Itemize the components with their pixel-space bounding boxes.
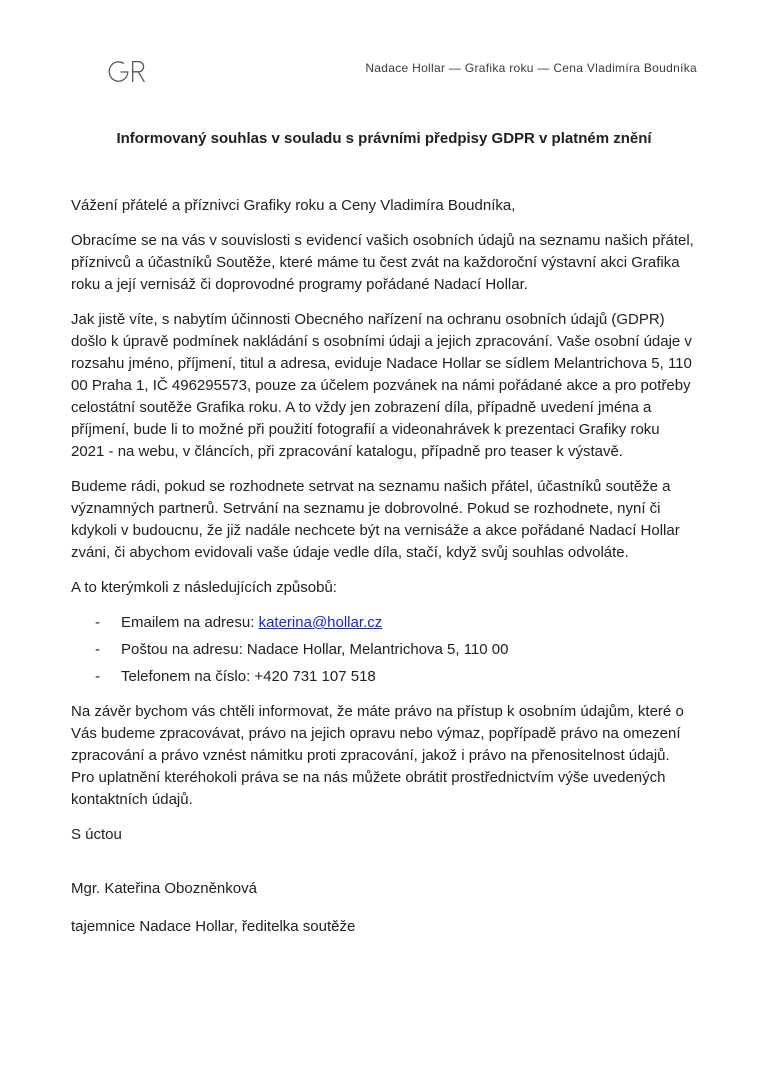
contact-item-email xyxy=(71,612,697,634)
bullet-dash: - xyxy=(95,668,100,685)
contact-item-post xyxy=(71,639,697,661)
document-title: Informovaný souhlas v souladu s právními předpisy GDPR v platném znění xyxy=(116,130,652,147)
contact-list-intro: A to kterýmkoli z následujících způsobů: xyxy=(71,579,337,596)
bullet-dash: - xyxy=(95,641,100,658)
signature-name: Mgr. Kateřina Obozněnková xyxy=(71,880,257,897)
organization-line: Nadace Hollar — Grafika roku — Cena Vladimíra Boudníka xyxy=(365,61,697,75)
bullet-dash: - xyxy=(95,614,100,631)
contact-item-label: Emailem na adresu: xyxy=(121,614,259,631)
document-header xyxy=(71,58,697,85)
signature-role: tajemnice Nadace Hollar, ředitelka soutěže xyxy=(71,918,356,935)
closing-paragraph: Na závěr bychom vás chtěli informovat, že máte právo na přístup k osobním údajům, které o Vás budeme zpracovávat, právo na jejich opravu nebo výmaz, popřípadě právo na omezení zpracování a právo vznést námitku proti zpracování, jakož i právo na přenositelnost údajů. Pro uplatnění kteréhokoli práva se na nás můžete obrátit prostřednictvím výše uvedených kontaktních údajů. xyxy=(71,703,684,808)
salutation: Vážení přátelé a příznivci Grafiky roku a Ceny Vladimíra Boudníka, xyxy=(71,197,516,214)
body-paragraph: Obracíme se na vás v souvislosti s evidencí vašich osobních údajů na seznamu našich přátel, příznivců a účastníků Soutěže, které máme tu čest zvát na každoroční výstavní akci Grafika roku a její vernisáž či doprovodné programy pořádané Nadací Hollar. xyxy=(71,232,694,293)
contact-methods-list xyxy=(71,612,697,688)
gr-logo xyxy=(108,58,146,85)
valediction: S úctou xyxy=(71,826,122,843)
body-paragraph: Budeme rádi, pokud se rozhodnete setrvat na seznamu našich přátel, účastníků soutěže a významných partnerů. Setrvání na seznamu je dobrovolné. Pokud se rozhodnete, nyní či kdykoli v budoucnu, že již nadále nechcete být na vernisáže a akce pořádané Nadací Hollar zváni, či abychom evidovali vaše údaje vedle díla, stačí, když svůj souhlas odvoláte. xyxy=(71,478,680,561)
contact-item-phone xyxy=(71,666,697,688)
contact-item-label: Poštou na adresu: Nadace Hollar, Melantrichova 5, 110 00 xyxy=(121,641,509,658)
contact-item-label: Telefonem na číslo: +420 731 107 518 xyxy=(121,668,376,685)
letter-body xyxy=(71,195,697,938)
body-paragraph: Jak jistě víte, s nabytím účinnosti Obecného nařízení na ochranu osobních údajů (GDPR) došlo k úpravě podmínek nakládání s osobními údaji a jejich zpracování. Vaše osobní údaje v rozsahu jméno, příjmení, titul a adresa, eviduje Nadace Hollar se sídlem Melantrichova 5, 110 00 Praha 1, IČ 496295573, pouze za účelem pozvánek na námi pořádané akce a pro potřeby celostátní soutěže Grafika roku. A to vždy jen zobrazení díla, případně uvedení jména a příjmení, bude li to možné při použití fotografií a videonahrávek k prezentaci Grafiky roku 2021 - na webu, v článcích, při zpracování katalogu, případně pro teaser k výstavě. xyxy=(71,311,692,460)
gr-logo-icon xyxy=(108,58,146,85)
email-link[interactable]: katerina@hollar.cz xyxy=(258,614,383,631)
